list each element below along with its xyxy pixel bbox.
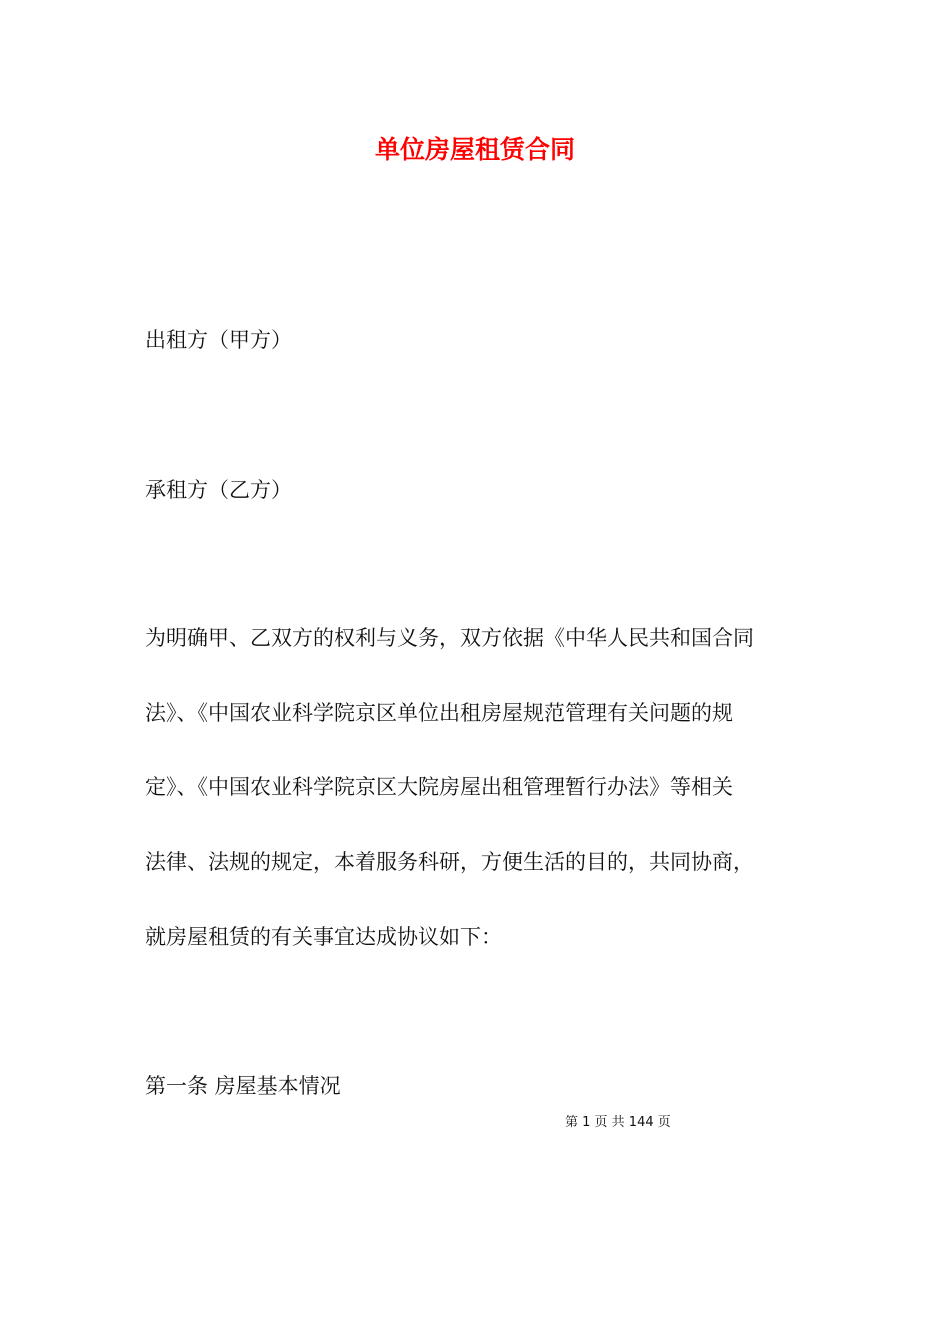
preamble-line-3: 定》、《中国农业科学院京区大院房屋出租管理暂行办法》等相关 [145, 775, 733, 799]
article-1-heading: 第一条 房屋基本情况 [145, 1074, 341, 1098]
document-title: 单位房屋租赁合同 [374, 135, 575, 164]
preamble-line-4: 法律、法规的规定，本着服务科研，方便生活的目的，共同协商， [145, 850, 754, 874]
party-b-label: 承租方（乙方） [145, 478, 292, 502]
preamble-line-1: 为明确甲、乙双方的权利与义务，双方依据《中华人民共和国合同 [145, 626, 754, 650]
preamble-line-2: 法》、《中国农业科学院京区单位出租房屋规范管理有关问题的规 [145, 701, 733, 725]
preamble-line-5: 就房屋租赁的有关事宜达成协议如下： [145, 925, 502, 949]
party-a-label: 出租方（甲方） [145, 328, 292, 352]
page-number-footer: 第 1 页 共 144 页 [565, 1115, 671, 1130]
